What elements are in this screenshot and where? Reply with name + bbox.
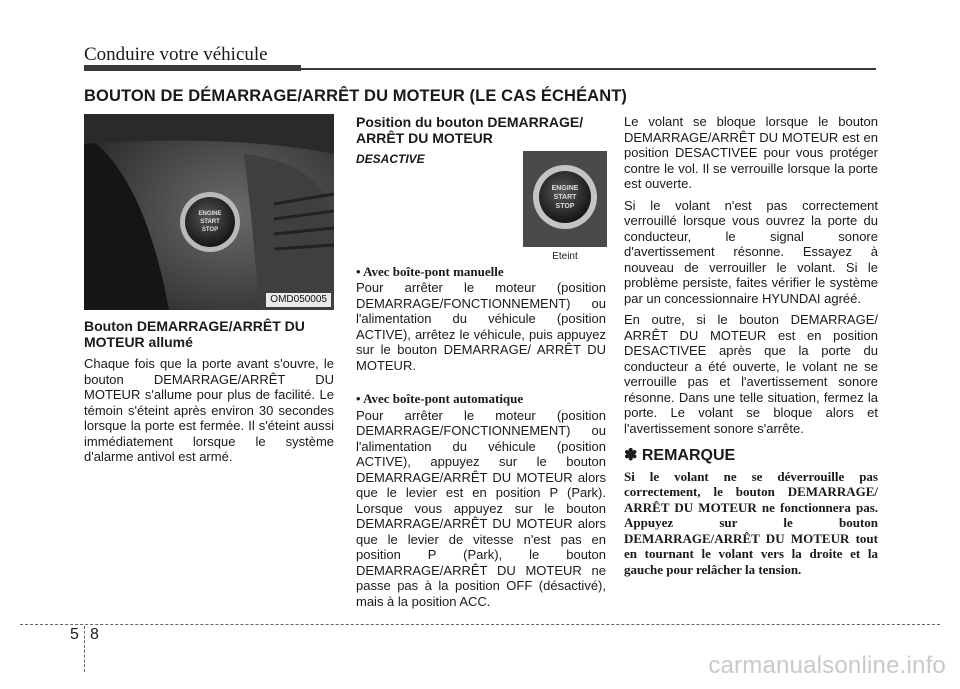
- thumb-button-text-3: STOP: [555, 203, 575, 210]
- section-heading: BOUTON DE DÉMARRAGE/ARRÊT DU MOTEUR (LE CAS ÉCHÉANT): [84, 87, 627, 105]
- chapter-title: Conduire votre véhicule: [84, 44, 268, 65]
- engine-button-photo: [84, 114, 334, 310]
- watermark: carmanualsonline.info: [708, 652, 946, 679]
- thumb-button-text-1: ENGINE: [551, 185, 579, 192]
- manual-gearbox-text: Pour arrêter le moteur (position DEMARRAGE/FONCTIONNEMENT) ou l'alimentation du véhicule (position ACTIVE), arrêtez le véhicule, puis appuyez sur le bouton DEMARRAGE/ ARRÊT DU MOTEUR.: [356, 280, 606, 373]
- col3-paragraph-2: Si le volant n'est pas correctement verrouillé lorsque vous ouvrez la porte du conducteur, le signal sonore d'avertissement résonne. Essayez à nouveau de verrouiller le volant. Si le problème persiste, faites vérifier le système par un concessionnaire HYUNDAI agréé.: [624, 197, 878, 306]
- photo-button-text-2: START: [200, 219, 220, 225]
- column-2: [356, 114, 606, 615]
- off-button-thumbnail: [523, 151, 607, 264]
- footer-dashed-divider: [84, 626, 85, 672]
- thumb-caption: Eteint: [552, 251, 578, 262]
- column-3: [624, 114, 878, 583]
- col1-subtitle: Bouton DEMARRAGE/ARRÊT DU MOTEUR allumé: [84, 318, 305, 350]
- col3-paragraph-1: Le volant se bloque lorsque le bouton DEMARRAGE/ARRÊT DU MOTEUR est en position DESACTIVEE pour vous protéger contre le vol. Il se verrouille lorsque la porte est ouverte.: [624, 114, 878, 191]
- note-title: ✽ REMARQUE: [624, 447, 736, 464]
- footer-dashed-line: [20, 624, 940, 625]
- col2-subtitle: Position du bouton DEMARRAGE/ ARRÊT DU MOTEUR: [356, 114, 584, 146]
- col1-paragraph: Chaque fois que la porte avant s'ouvre, le bouton DEMARRAGE/ARRÊT DU MOTEUR s'allume pour plus de facilité. Le témoin s'éteint après environ 30 secondes lorsque la porte est fermée. Il s'éteint aussi immédiatement lorsque le système d'alarme antivol est armé.: [84, 356, 334, 464]
- photo-button-text-3: STOP: [201, 227, 219, 233]
- photo-code: OMD050005: [266, 293, 331, 307]
- col3-paragraph-3: En outre, si le bouton DEMARRAGE/ ARRÊT DU MOTEUR est en position DESACTIVEE après que la porte du conducteur a été ouverte, le volant ne se verrouille pas et l'avertissement sonore résonne. Dans une telle situation, fermez la porte. Le volant se bloque alors et l'avertissement sonore s'arrête.: [624, 312, 878, 436]
- photo-button-text-1: ENGINE: [198, 211, 222, 217]
- header-rule-thick: [84, 65, 301, 71]
- page-section-number: 5: [70, 626, 79, 643]
- off-button-image: [523, 151, 607, 247]
- manual-gearbox-title: • Avec boîte-pont manuelle: [356, 263, 504, 279]
- column-1: [84, 114, 334, 471]
- thumb-button-text-2: START: [553, 194, 577, 201]
- page-number: 8: [90, 626, 99, 643]
- automatic-gearbox-title: • Avec boîte-pont automatique: [356, 391, 524, 406]
- dashboard-illustration: [84, 114, 334, 310]
- note-text: Si le volant ne se déverrouille pas correctement, le bouton DEMARRAGE/ ARRÊT DU MOTEUR ne fonctionnera pas. Appuyez sur le bouton DEMARRAGE/ARRÊT DU MOTEUR tout en tournant le volant vers la droite et la gauche pour relâcher la tension.: [624, 468, 878, 577]
- automatic-gearbox-text: Pour arrêter le moteur (position DEMARRAGE/FONCTIONNEMENT) ou l'alimentation du véhicule (position ACTIVE), appuyez sur le bouton DEMARRAGE/ARRÊT DU MOTEUR alors que le levier est en position P (Park). Lorsque vous appuyez sur le bouton DEMARRAGE/ARRÊT DU MOTEUR alors que le levier de vitesse n'est pas en position P (Park), le bouton DEMARRAGE/ARRÊT DU MOTEUR ne passe pas à la position OFF (désactivé), mais à la position ACC.: [356, 407, 606, 609]
- col2-italic-subtitle: DESACTIVE: [356, 152, 425, 166]
- header-rule-thin: [301, 68, 876, 70]
